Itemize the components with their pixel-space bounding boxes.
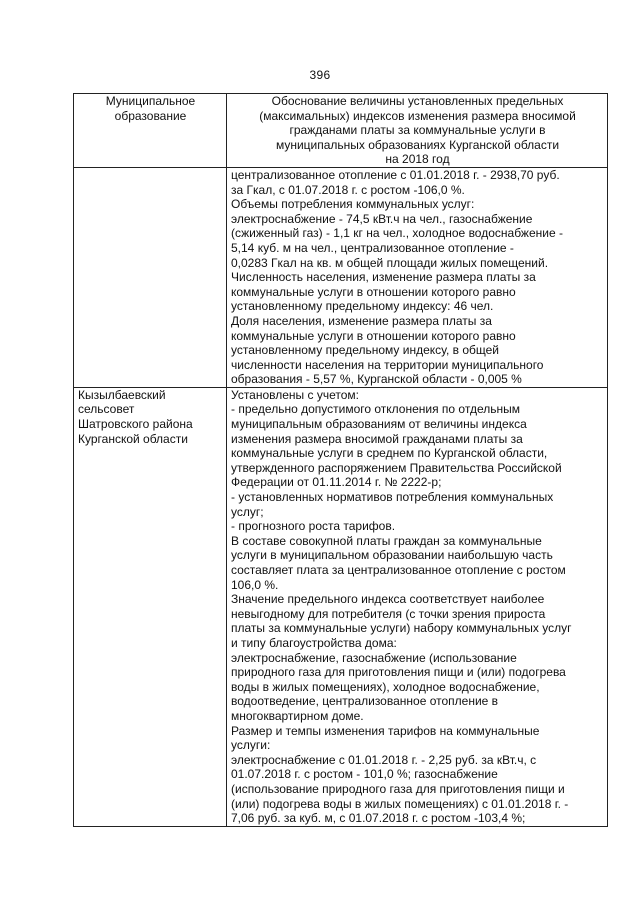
- text-line: 7,06 руб. за куб. м, с 01.07.2018 г. с ростом -103,4 %;: [231, 811, 526, 826]
- text-line: воды в жилых помещениях), холодное водоснабжение,: [231, 679, 540, 694]
- text-line: многоквартирном доме.: [231, 708, 364, 723]
- text-line: изменения размера вносимой гражданами платы за: [231, 431, 523, 446]
- text-line: невыгодному для потребителя (с точки зрения прироста: [231, 606, 546, 621]
- text-line: установленному предельному индексу, в общей: [231, 343, 499, 358]
- text-line: - прогнозного роста тарифов.: [231, 519, 396, 534]
- justification-cell: [227, 167, 608, 387]
- text-line: Численность населения, изменение размера платы за: [231, 270, 536, 285]
- text-line: В составе совокупной платы граждан за коммунальные: [231, 533, 542, 548]
- text-line: (сжиженный газ) - 1,1 кг на чел., холодное водоснабжение -: [231, 226, 563, 241]
- municipality-line: сельсовет: [78, 402, 135, 417]
- text-line: образования - 5,57 %, Курганской области - 0,005 %: [231, 372, 522, 387]
- text-line: (использование природного газа для приготовления пищи и: [231, 781, 565, 796]
- municipality-cell: [74, 387, 227, 826]
- text-line: 01.07.2018 г. с ростом - 101,0 %; газоснабжение: [231, 767, 498, 782]
- text-line: коммунальные услуги в отношении которого равно: [231, 284, 516, 299]
- text-line: коммунальные услуги в среднем по Курганской области,: [231, 446, 548, 461]
- text-line: - предельно допустимого отклонения по отдельным: [231, 402, 520, 417]
- text-line: платы за коммунальные услуги) набору коммунальных услуг: [231, 621, 572, 636]
- text-line: Установлены с учетом:: [231, 387, 359, 402]
- text-line: 5,14 куб. м на чел., централизованное отопление -: [231, 240, 514, 255]
- municipality-line: Кызылбаевский: [78, 387, 166, 402]
- text-line: услуг;: [231, 504, 264, 519]
- municipality-line: Шатровского района: [78, 417, 193, 432]
- text-line: (или) подогрева воды в жилых помещениях) с 01.01.2018 г. -: [231, 796, 569, 811]
- text-line: утвержденного распоряжением Правительства Российской: [231, 460, 562, 475]
- text-line: численности населения на территории муниципального: [231, 357, 544, 372]
- municipality-line: Курганской области: [78, 431, 188, 446]
- text-line: Объемы потребления коммунальных услуг:: [231, 197, 475, 212]
- text-line: услуги:: [231, 738, 271, 753]
- text-line: 106,0 %.: [231, 577, 279, 592]
- header-line: (максимальных) индексов изменения размера вносимой: [259, 108, 576, 123]
- header-line: Обоснование величины установленных предельных: [271, 94, 564, 108]
- header-justification: [227, 94, 608, 168]
- table-header-row: [74, 94, 608, 168]
- text-line: электроснабжение, газоснабжение (использование: [231, 650, 517, 665]
- text-line: электроснабжение с 01.01.2018 г. - 2,25 руб. за кВт.ч, с: [231, 752, 537, 767]
- text-line: 0,0283 Гкал на кв. м общей площади жилых помещений.: [231, 255, 549, 270]
- header-line: на 2018 год: [385, 152, 450, 167]
- text-line: муниципальным образованиям от величины индекса: [231, 417, 527, 432]
- text-line: услуги в муниципальном образовании наибольшую часть: [231, 548, 553, 563]
- text-line: природного газа для приготовления пищи и (или) подогрева: [231, 665, 566, 680]
- text-line: водоотведение, централизованное отопление в: [231, 694, 499, 709]
- header-line: образование: [114, 108, 187, 123]
- text-line: - установленных нормативов потребления коммунальных: [231, 490, 554, 505]
- text-line: централизованное отопление с 01.01.2018 г. - 2938,70 руб.: [231, 167, 560, 182]
- text-line: Доля населения, изменение размера платы за: [231, 313, 492, 328]
- header-municipality: [74, 94, 227, 168]
- page-number: 396: [309, 68, 331, 82]
- header-line: муниципальных образованиях Курганской области: [275, 137, 560, 152]
- table-row: [74, 387, 608, 826]
- header-line: Муниципальное: [105, 94, 196, 108]
- justification-table: [73, 93, 608, 827]
- text-line: и типу благоустройства дома:: [231, 635, 397, 650]
- table-row: [74, 167, 608, 387]
- text-line: Размер и темпы изменения тарифов на коммунальные: [231, 723, 540, 738]
- text-line: составляет плата за централизованное отопление с ростом: [231, 563, 566, 577]
- text-line: Значение предельного индекса соответствует наиболее: [231, 592, 545, 607]
- text-line: электроснабжение - 74,5 кВт.ч на чел., газоснабжение: [231, 211, 533, 226]
- text-line: установленному предельному индексу: 46 чел.: [231, 299, 494, 314]
- municipality-cell: [74, 167, 227, 387]
- text-line: Федерации от 01.11.2014 г. № 2222-р;: [231, 475, 442, 490]
- justification-cell: [227, 387, 608, 826]
- text-line: коммунальные услуги в отношении которого равно: [231, 328, 516, 343]
- text-line: за Гкал, с 01.07.2018 г. с ростом -106,0 %.: [231, 182, 465, 197]
- header-line: гражданами платы за коммунальные услуги в: [289, 123, 546, 138]
